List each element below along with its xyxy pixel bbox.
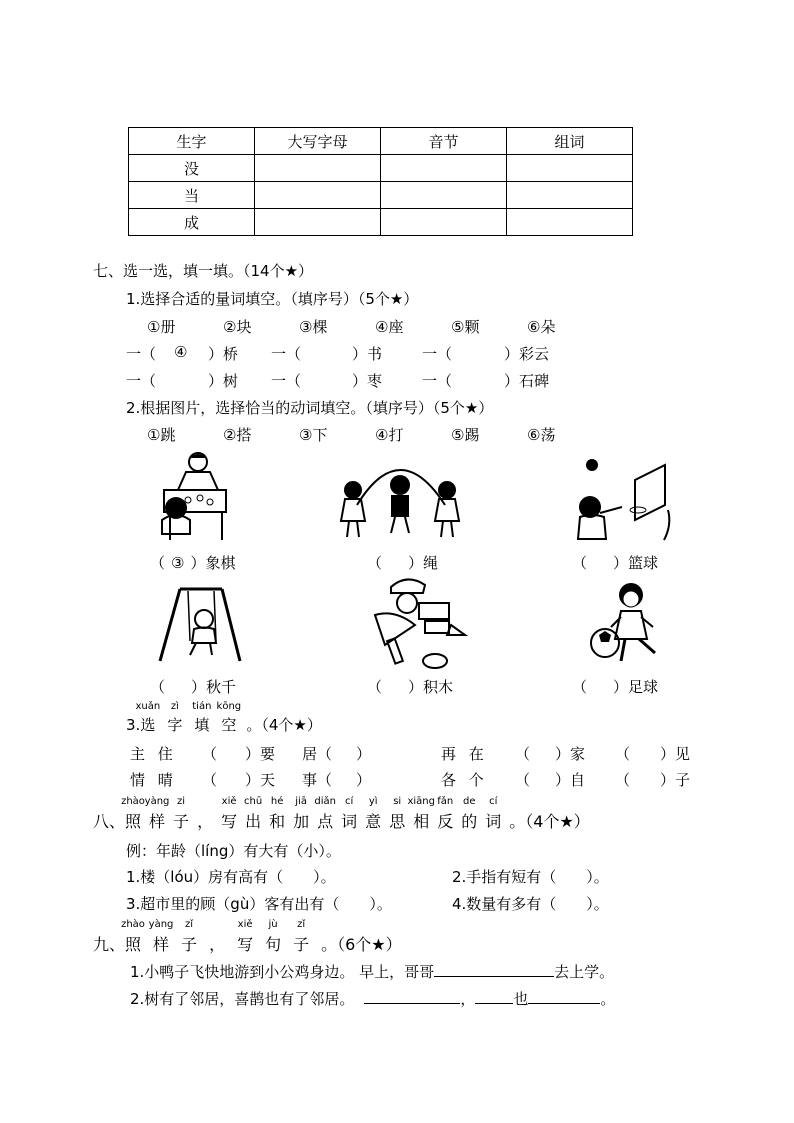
answer-text: ③ [171,554,185,572]
basketball-image [560,455,675,545]
caption-swing [150,676,236,697]
blank-close: ）树 [208,372,239,390]
q3-row-b [130,769,710,791]
caption-rope [367,552,438,573]
q3-title [126,701,322,735]
option: ⑥朵 [527,318,556,336]
table-cell: 当 [129,182,255,209]
table-header-row [129,128,633,155]
blank-close: ）篮球 [613,554,659,572]
q2-options [147,424,555,445]
blank-open: 一（ [271,372,302,390]
pinyin-char: ， [209,935,226,954]
s8-item-3: 3.超市里的顾（gù）客有出有（ ）。 [126,895,392,913]
blank-close: ）足球 [613,678,659,696]
blank-open: 事（ [302,771,333,789]
blank-close: ）枣 [352,372,383,390]
caption-soccer [572,676,658,697]
blank-close: ）积木 [408,678,454,696]
option: ②块 [223,318,252,336]
answer-blank[interactable] [434,962,554,977]
blank-open: （ [202,771,218,789]
pinyin-char: si 思 [389,796,406,831]
answer-cell[interactable] [255,209,381,236]
section-number: 九、 [93,935,126,954]
char-pair: 主 住 [130,745,177,763]
blank-close: ）绳 [408,554,439,572]
caption-basketball [572,552,658,573]
pinyin-char: jù 句 [265,919,282,954]
answer-cell[interactable] [381,209,507,236]
blank-open: 一（ [126,372,157,390]
table-row [129,209,633,236]
pinyin-char: de 的 [461,796,478,831]
pinyin-char: xiě 写 [221,796,238,831]
answer-text: ④ [174,343,188,361]
option: ⑥荡 [527,426,556,444]
sentence-text: 去上学。 [554,963,615,981]
blank-close: ）象棋 [190,554,236,572]
pinyin-char: zi 子 [173,796,190,831]
answer-blank[interactable] [475,989,513,1004]
pinyin-char: fǎn 反 [437,796,454,831]
blank-open: （ [572,554,588,572]
s8-item-2: 2.手指有短有（ ）。 [452,868,609,886]
blank-open: （ [367,554,383,572]
blank-open: 居（ [302,745,333,763]
pinyin-char: zì 字 [167,701,183,734]
section-suffix: 。（6个★） [321,935,402,954]
pinyin-char: yì 意 [365,796,382,831]
sentence-text: ， [460,990,476,1008]
swing-image [150,583,250,663]
q3-number: 3. [126,716,141,734]
answer-cell[interactable] [255,155,381,182]
blank-close: ）书 [352,345,383,363]
blank-close: ）自 [555,771,586,789]
q1-options [147,316,555,337]
pinyin-char: cí 词 [485,796,502,831]
pinyin-char: jiā 加 [293,796,310,831]
blank-open: 一（ [271,345,302,363]
blank-open: （ [515,745,531,763]
character-table [128,127,633,236]
blank-open: 一（ [126,345,157,363]
blank-close: ）石碑 [504,372,550,390]
pinyin-char: zhào 照 [121,919,145,954]
section-7-title: 七、选一选，填一填。（14个★） [93,262,314,280]
pinyin-char: cí 词 [341,796,358,831]
answer-cell[interactable] [507,155,633,182]
blank-close: ）见 [660,745,691,763]
blank-open: （ [202,745,218,763]
blank-open: 一（ [422,345,453,363]
q3-row-a [130,743,710,765]
blank-close: ）桥 [208,345,239,363]
table-row [129,182,633,209]
section-number: 八、 [93,812,126,831]
answer-blank[interactable] [528,989,600,1004]
option: ③棵 [299,318,328,336]
answer-cell[interactable] [381,182,507,209]
blank-close: ）彩云 [504,345,550,363]
pinyin-char: zhào 照 [121,796,145,831]
pinyin-char: chū 出 [244,796,263,831]
blank-open: （ [150,678,166,696]
soccer-image [585,577,675,672]
blank-close: ）子 [660,771,691,789]
option: ④座 [375,318,404,336]
answer-cell[interactable] [381,155,507,182]
blank-close: ） [356,771,372,789]
char-pair: 情 晴 [130,771,177,789]
sentence-text: 2.树有了邻居，喜鹊也有了邻居。 [130,990,355,1008]
blank-open: （ [367,678,383,696]
chess-players-image [150,450,240,545]
option: ⑤踢 [451,426,480,444]
s8-item-1: 1.楼（lóu）房有高有（ ）。 [126,868,336,886]
s8-example: 例：年龄（líng）有大有（小）。 [126,842,341,860]
q2-title: 2.根据图片，选择恰当的动词填空。（填序号）（5个★） [126,399,494,417]
table-header: 生字 [129,128,255,155]
blank-close: ）要 [245,745,276,763]
blank-open: （ [615,771,631,789]
sentence-text: 1.小鸭子飞快地游到小公鸡身边。 早上，哥哥 [130,963,435,981]
s9-line-1 [130,961,614,982]
answer-blank[interactable] [364,989,460,1004]
s9-line-2 [130,988,615,1009]
building-blocks-image [355,575,475,670]
option: ①册 [147,318,176,336]
blank-open: 一（ [422,372,453,390]
table-header: 组词 [507,128,633,155]
blank-open: （ [572,678,588,696]
pinyin-char: zǐ 子 [293,919,310,954]
jump-rope-image [335,455,470,545]
blank-open: （ [150,554,166,572]
table-header: 大写字母 [255,128,381,155]
pinyin-char: kōng 空 [216,701,242,734]
blank-close: ）家 [555,745,586,763]
q3-suffix: 。（4个★） [246,716,322,734]
option: ③下 [299,426,328,444]
answer-cell[interactable] [255,182,381,209]
option: ①跳 [147,426,176,444]
answer-cell[interactable] [507,209,633,236]
caption-chess [150,552,235,573]
pinyin-char: tián 填 [192,701,212,734]
pinyin-char: hé 和 [269,796,286,831]
s8-item-4: 4.数量有多有（ ）。 [452,895,609,913]
pinyin-char: xiě 写 [237,919,254,954]
pinyin-char: ， [197,812,214,831]
pinyin-char: diǎn 点 [314,796,336,831]
pinyin-char: yàng 样 [148,919,174,954]
char-pair: 再 在 [441,745,488,763]
option: ⑤颗 [451,318,480,336]
table-header: 音节 [381,128,507,155]
blank-open: （ [615,745,631,763]
section-9-title [93,919,402,955]
pinyin-char: xuǎn 选 [135,701,161,734]
pinyin-char: xiāng 相 [407,796,435,831]
sentence-text: 。 [600,990,616,1008]
table-row [129,155,633,182]
option: ④打 [375,426,404,444]
blank-open: （ [515,771,531,789]
pinyin-char: yàng 样 [144,796,170,831]
section-suffix: 。（4个★） [509,812,590,831]
q1-title: 1.选择合适的量词填空。（填序号）（5个★） [126,290,419,308]
blank-close: ）天 [245,771,276,789]
char-pair: 各 个 [441,771,488,789]
pinyin-char: zǐ 子 [181,919,198,954]
table-cell: 成 [129,209,255,236]
sentence-text: 也 [513,990,529,1008]
answer-cell[interactable] [507,182,633,209]
table-cell: 没 [129,155,255,182]
option: ②搭 [223,426,252,444]
blank-close: ） [356,745,372,763]
caption-blocks [367,676,453,697]
blank-close: ）秋千 [191,678,237,696]
section-8-title [93,796,590,832]
